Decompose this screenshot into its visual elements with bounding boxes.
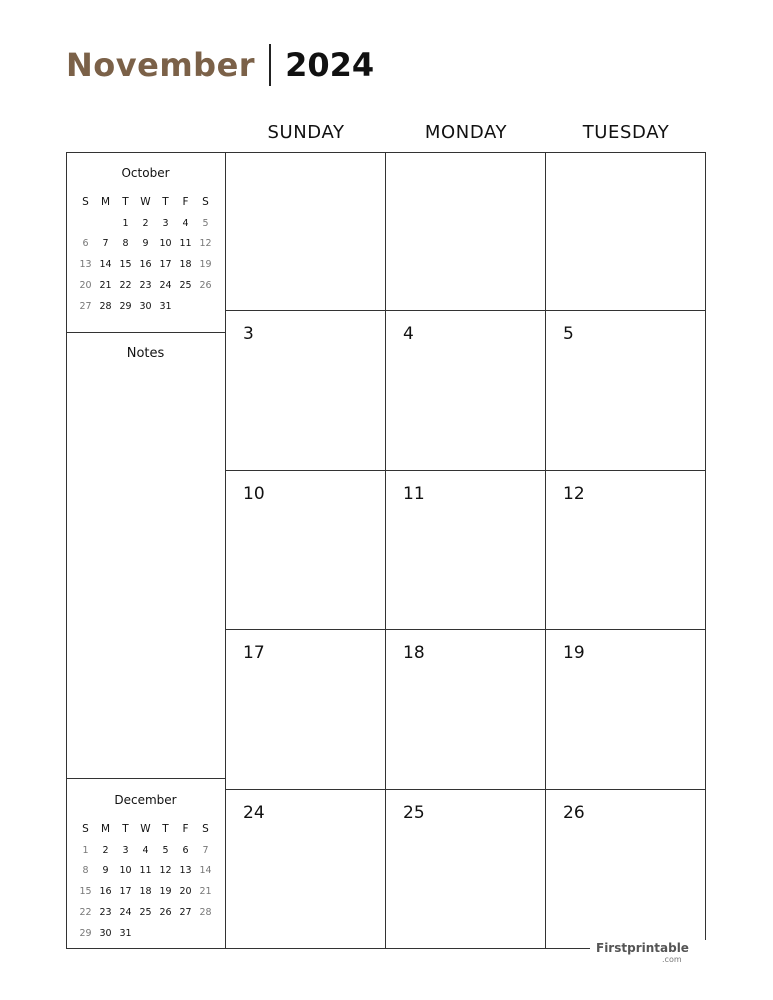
dow-label: M xyxy=(100,823,111,836)
mini-day: 5 xyxy=(162,844,169,856)
brand-name: Firstprintable xyxy=(596,941,689,955)
mini-day: 27 xyxy=(79,300,92,312)
day-cell[interactable] xyxy=(386,630,546,789)
sidebar xyxy=(66,152,226,949)
title-divider xyxy=(269,44,271,86)
mini-day: 31 xyxy=(159,300,172,312)
mini-day xyxy=(156,923,176,944)
day-number: 3 xyxy=(243,324,254,345)
mini-day: 4 xyxy=(142,844,149,856)
day-cell[interactable] xyxy=(546,471,706,630)
mini-day: 16 xyxy=(99,886,112,898)
mini-calendar-table xyxy=(76,192,216,317)
day-cell[interactable] xyxy=(386,152,546,311)
mini-day: 13 xyxy=(79,259,92,271)
mini-day: 10 xyxy=(159,238,172,250)
mini-day: 22 xyxy=(119,280,132,292)
day-number: 4 xyxy=(403,324,414,345)
dow-label: T xyxy=(162,823,169,836)
mini-day xyxy=(176,296,196,317)
mini-day: 26 xyxy=(199,280,212,292)
notes-title: Notes xyxy=(126,346,165,361)
day-cell[interactable] xyxy=(226,471,386,630)
day-number: 26 xyxy=(563,802,585,823)
notes-section[interactable] xyxy=(66,333,225,778)
mini-day: 4 xyxy=(182,217,189,229)
mini-day: 29 xyxy=(119,300,132,312)
day-number: 19 xyxy=(563,643,585,664)
mini-day xyxy=(196,923,216,944)
day-cell[interactable] xyxy=(546,152,706,311)
day-cell[interactable] xyxy=(226,152,386,311)
day-cell[interactable] xyxy=(226,311,386,470)
month-title: November xyxy=(66,46,256,84)
dow-label: F xyxy=(182,823,189,836)
day-number: 12 xyxy=(563,483,585,504)
mini-day: 13 xyxy=(179,865,192,877)
mini-calendar-december xyxy=(66,778,225,950)
mini-day: 23 xyxy=(99,907,112,919)
day-cell[interactable] xyxy=(546,311,706,470)
mini-day: 11 xyxy=(179,238,192,250)
mini-day: 17 xyxy=(159,259,172,271)
mini-day: 24 xyxy=(159,280,172,292)
dow-label: T xyxy=(122,823,129,836)
mini-day: 3 xyxy=(122,844,129,856)
mini-day: 8 xyxy=(122,238,129,250)
mini-day: 25 xyxy=(139,907,152,919)
mini-day: 9 xyxy=(142,238,149,250)
mini-day: 21 xyxy=(199,886,212,898)
dow-label: W xyxy=(140,196,151,209)
mini-day: 17 xyxy=(119,886,132,898)
mini-day: 6 xyxy=(82,238,89,250)
brand-tld: .com xyxy=(662,955,682,964)
mini-day: 16 xyxy=(139,259,152,271)
dow-label: W xyxy=(140,823,151,836)
mini-day: 20 xyxy=(179,886,192,898)
day-number: 24 xyxy=(243,802,265,823)
mini-day: 7 xyxy=(102,238,109,250)
weekday-header-row xyxy=(226,122,706,150)
mini-day: 5 xyxy=(202,217,209,229)
mini-day xyxy=(76,213,96,234)
day-cell[interactable] xyxy=(546,790,706,949)
day-cell[interactable] xyxy=(546,630,706,789)
day-number: 25 xyxy=(403,802,425,823)
day-cell[interactable] xyxy=(386,790,546,949)
mini-day: 30 xyxy=(139,300,152,312)
mini-day: 12 xyxy=(159,865,172,877)
dow-label: F xyxy=(182,196,189,209)
day-number: 17 xyxy=(243,643,265,664)
mini-day: 6 xyxy=(182,844,189,856)
mini-day: 27 xyxy=(179,907,192,919)
mini-day: 8 xyxy=(82,865,89,877)
mini-calendar-title: October xyxy=(121,166,170,180)
mini-day: 1 xyxy=(122,217,129,229)
year-title: 2024 xyxy=(285,46,375,84)
mini-day: 23 xyxy=(139,280,152,292)
mini-day: 25 xyxy=(179,280,192,292)
mini-day: 20 xyxy=(79,280,92,292)
brand-logo xyxy=(590,940,706,970)
mini-day: 2 xyxy=(142,217,149,229)
mini-day: 26 xyxy=(159,907,172,919)
mini-day: 2 xyxy=(102,844,109,856)
dow-label: S xyxy=(82,823,89,836)
mini-day: 14 xyxy=(99,259,112,271)
mini-day: 30 xyxy=(99,927,112,939)
mini-day: 18 xyxy=(139,886,152,898)
day-number: 5 xyxy=(563,324,574,345)
mini-calendar-table xyxy=(76,819,216,944)
mini-day: 22 xyxy=(79,907,92,919)
dow-label: T xyxy=(162,196,169,209)
mini-day: 14 xyxy=(199,865,212,877)
mini-day: 19 xyxy=(199,259,212,271)
mini-calendar-title: December xyxy=(114,793,177,807)
weekday-header: SUNDAY xyxy=(267,122,345,143)
day-number: 11 xyxy=(403,483,425,504)
mini-day: 12 xyxy=(199,238,212,250)
mini-day xyxy=(196,296,216,317)
mini-day: 28 xyxy=(99,300,112,312)
day-cell[interactable] xyxy=(386,471,546,630)
day-cell[interactable] xyxy=(226,630,386,789)
mini-day xyxy=(176,923,196,944)
page-title xyxy=(66,40,374,90)
mini-day: 15 xyxy=(79,886,92,898)
mini-day: 29 xyxy=(79,927,92,939)
dow-label: S xyxy=(82,196,89,209)
dow-label: S xyxy=(202,823,209,836)
dow-label: T xyxy=(122,196,129,209)
mini-day: 15 xyxy=(119,259,132,271)
mini-day: 28 xyxy=(199,907,212,919)
weekday-header: TUESDAY xyxy=(582,122,670,143)
weekday-header: MONDAY xyxy=(424,122,508,143)
mini-day: 11 xyxy=(139,865,152,877)
mini-day xyxy=(96,213,116,234)
dow-label: S xyxy=(202,196,209,209)
mini-day: 1 xyxy=(82,844,89,856)
mini-day: 7 xyxy=(202,844,209,856)
day-cell[interactable] xyxy=(226,790,386,949)
dow-label: M xyxy=(100,196,111,209)
day-number: 10 xyxy=(243,483,265,504)
mini-day: 19 xyxy=(159,886,172,898)
mini-day: 21 xyxy=(99,280,112,292)
day-number: 18 xyxy=(403,643,425,664)
mini-day: 10 xyxy=(119,865,132,877)
day-cell[interactable] xyxy=(386,311,546,470)
mini-day: 24 xyxy=(119,907,132,919)
mini-calendar-october xyxy=(66,152,225,333)
calendar-grid xyxy=(226,152,706,949)
mini-day: 3 xyxy=(162,217,169,229)
mini-day: 31 xyxy=(119,927,132,939)
mini-day xyxy=(136,923,156,944)
mini-day: 18 xyxy=(179,259,192,271)
mini-day: 9 xyxy=(102,865,109,877)
